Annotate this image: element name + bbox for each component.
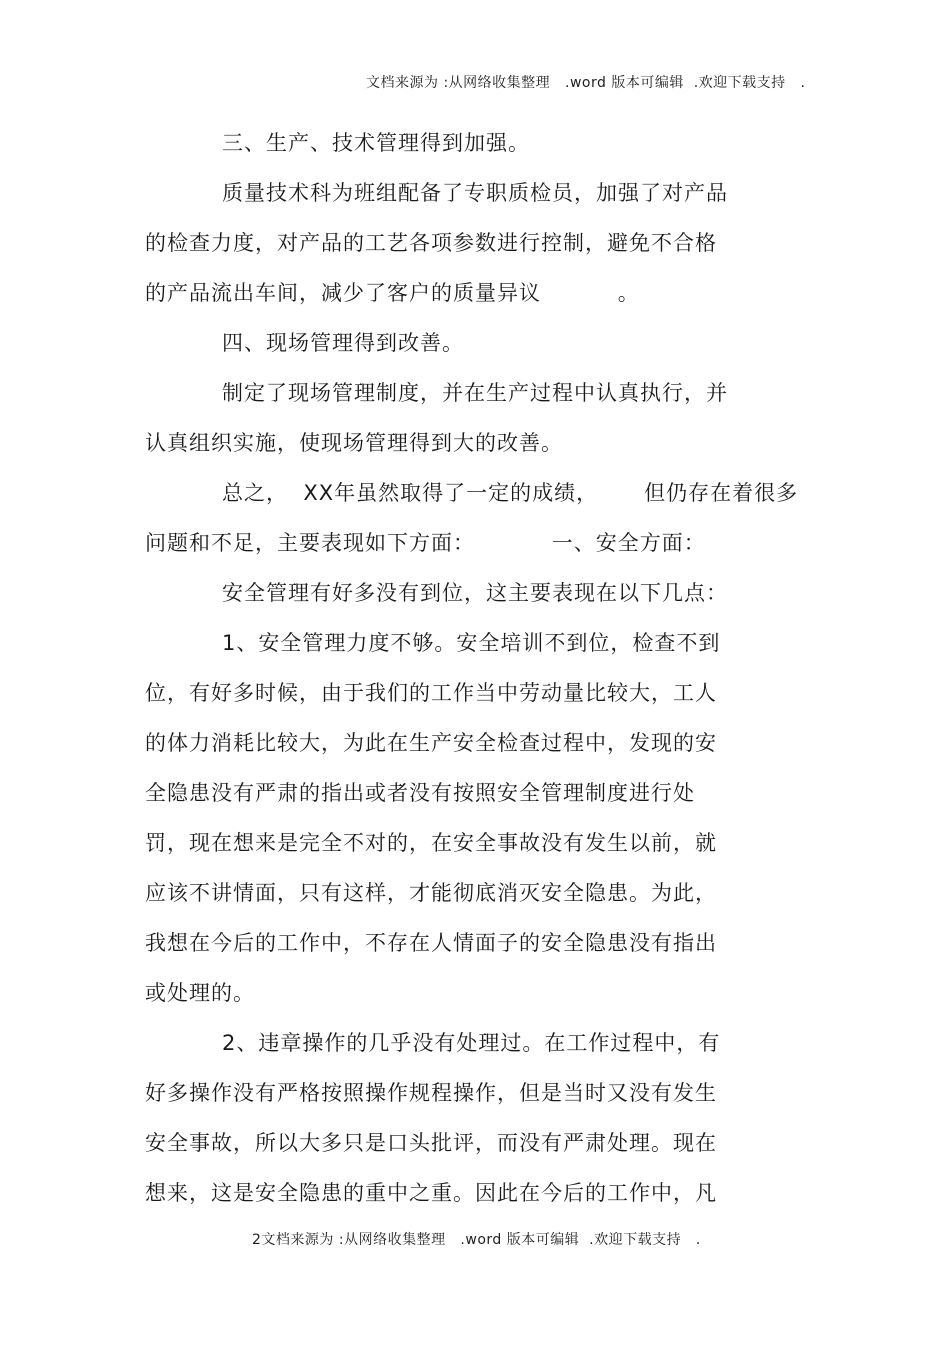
heading-production-technical: 三、生产、技术管理得到加强。 [222,131,530,155]
paragraph-line: 的产品流出车间，减少了客户的质量异议 。 [145,281,640,305]
page-header-source-note: 文档来源为 :从网络收集整理 .word 版本可编辑 .欢迎下载支持 . [366,75,806,91]
paragraph-line: 或处理的。 [145,981,255,1005]
paragraph-line: 质量技术科为班组配备了专职质检员，加强了对产品 [222,181,728,205]
paragraph-line: 好多操作没有严格按照操作规程操作，但是当时又没有发生 [145,1081,717,1105]
paragraph-line: 的检查力度，对产品的工艺各项参数进行控制，避免不合格 [145,231,717,255]
paragraph-line: 2、违章操作的几乎没有处理过。在工作过程中，有 [222,1031,721,1055]
paragraph-line: 的体力消耗比较大，为此在生产安全检查过程中，发现的安 [145,731,717,755]
paragraph-line: 安全事故，所以大多只是口头批评，而没有严肃处理。现在 [145,1131,717,1155]
paragraph-line: 总之， XX年虽然取得了一定的成绩， 但仍存在着很多 [222,481,799,505]
paragraph-line: 安全管理有好多没有到位，这主要表现在以下几点： [222,581,728,605]
heading-site-management: 四、现场管理得到改善。 [222,331,464,355]
paragraph-line: 我想在今后的工作中，不存在人情面子的安全隐患没有指出 [145,931,717,955]
paragraph-line: 想来，这是安全隐患的重中之重。因此在今后的工作中，凡 [145,1181,717,1205]
page-footer-source-note: 2文档来源为 :从网络收集整理 .word 版本可编辑 .欢迎下载支持 . [252,1232,701,1248]
paragraph-line: 认真组织实施，使现场管理得到大的改善。 [145,431,563,455]
paragraph-line: 制定了现场管理制度，并在生产过程中认真执行，并 [222,381,728,405]
paragraph-line: 应该不讲情面，只有这样，才能彻底消灭安全隐患。为此， [145,881,717,905]
paragraph-line: 位，有好多时候，由于我们的工作当中劳动量比较大，工人 [145,681,717,705]
paragraph-line: 1、安全管理力度不够。安全培训不到位，检查不到 [222,631,721,655]
paragraph-line: 罚，现在想来是完全不对的，在安全事故没有发生以前，就 [145,831,717,855]
paragraph-line: 问题和不足，主要表现如下方面： 一、安全方面： [145,531,706,555]
paragraph-line: 全隐患没有严肃的指出或者没有按照安全管理制度进行处 [145,781,695,805]
